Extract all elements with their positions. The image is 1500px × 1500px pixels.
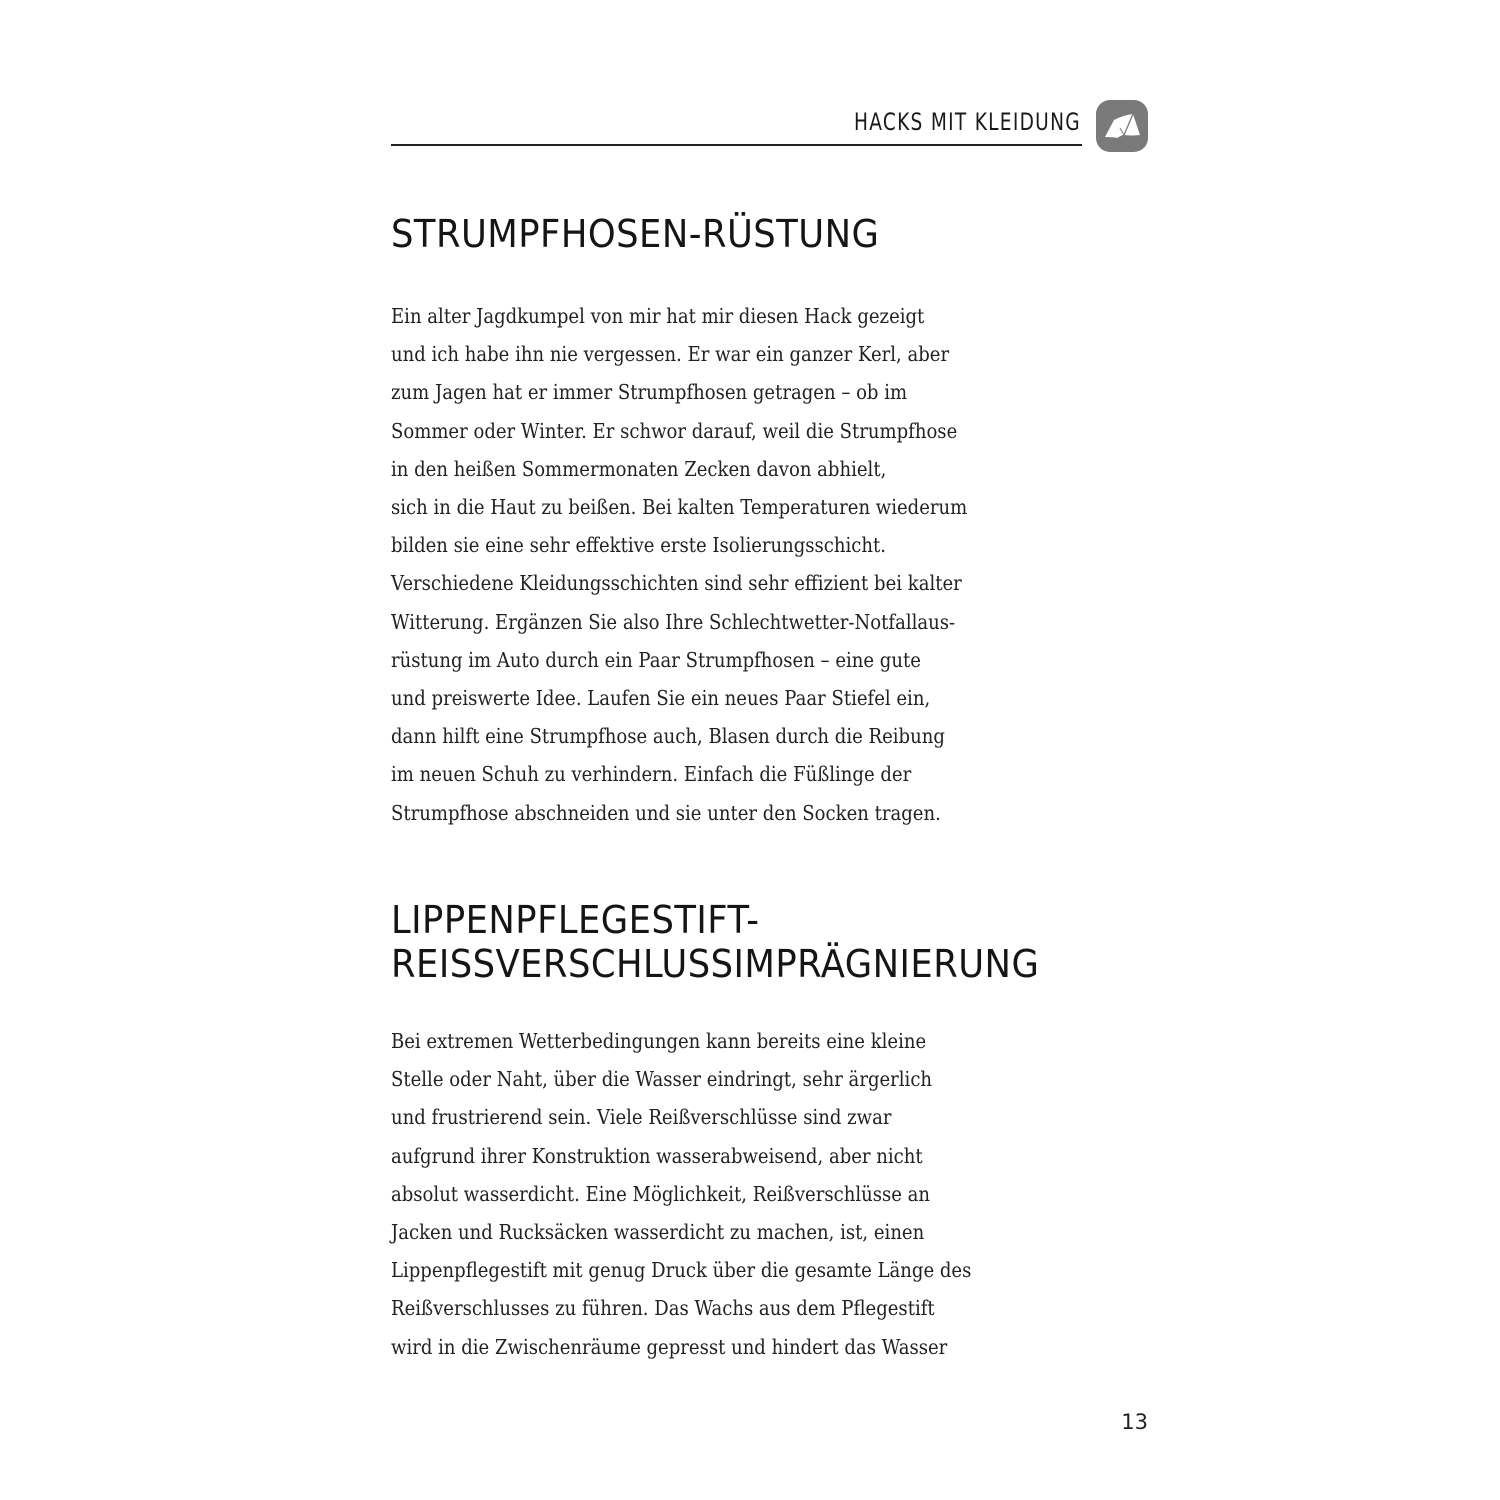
page-header <box>391 100 1148 152</box>
paragraph-line: und ich habe ihn nie vergessen. Er war ein ganzer Kerl, aber <box>391 342 950 367</box>
header-rule <box>391 144 1082 146</box>
paragraph-line: Lippenpflegestift mit genug Druck über die gesamte Länge des <box>391 1258 972 1283</box>
paragraph-line: Ein alter Jagdkumpel von mir hat mir diesen Hack gezeigt <box>391 304 925 328</box>
paragraph-line: sich in die Haut zu beißen. Bei kalten Temperaturen wiederum <box>391 495 968 520</box>
paragraph-line: wird in die Zwischenräume gepresst und hindert das Wasser <box>391 1334 948 1359</box>
tent-icon <box>1096 100 1148 152</box>
paragraph-line: Verschiedene Kleidungsschichten sind sehr effizient bei kalter <box>391 571 962 596</box>
section-title-lippenpflegestift <box>391 898 1039 986</box>
tent-icon-glyph <box>1102 111 1142 141</box>
section-title-line: REISSVERSCHLUSSIMPRÄGNIERUNG <box>391 942 1040 986</box>
paragraph-line: dann hilft eine Strumpfhose auch, Blasen durch die Reibung <box>391 724 945 749</box>
section-title-strumpfhosen <box>391 212 879 256</box>
paragraph-line: und preiswerte Idee. Laufen Sie ein neues Paar Stiefel ein, <box>391 686 931 711</box>
paragraph-line: Stelle oder Naht, über die Wasser eindringt, sehr ärgerlich <box>391 1067 933 1092</box>
running-title: HACKS MIT KLEIDUNG <box>854 108 1081 136</box>
paragraph-line: rüstung im Auto durch ein Paar Strumpfhosen – eine gute <box>391 647 921 672</box>
paragraph-line: Witterung. Ergänzen Sie also Ihre Schlechtwetter-Notfallaus- <box>391 609 956 634</box>
paragraph-line: und frustrierend sein. Viele Reißverschlüsse sind zwar <box>391 1105 892 1130</box>
section-title-line: STRUMPFHOSEN-RÜSTUNG <box>391 212 880 256</box>
paragraph-line: Reißverschlusses zu führen. Das Wachs aus dem Pflegestift <box>391 1296 935 1321</box>
paragraph-line: Jacken und Rucksäcken wasserdicht zu machen, ist, einen <box>391 1220 925 1245</box>
paragraph-line: bilden sie eine sehr effektive erste Isolierungsschicht. <box>391 533 887 558</box>
paragraph-line: in den heißen Sommermonaten Zecken davon abhielt, <box>391 456 887 481</box>
paragraph-line: Bei extremen Wetterbedingungen kann bereits eine kleine <box>391 1029 927 1053</box>
paragraph-line: Sommer oder Winter. Er schwor darauf, weil die Strumpfhose <box>391 418 958 443</box>
section-title-line: LIPPENPFLEGESTIFT- <box>391 898 760 942</box>
paragraph-line: absolut wasserdicht. Eine Möglichkeit, Reißverschlüsse an <box>391 1181 931 1206</box>
paragraph-line: zum Jagen hat er immer Strumpfhosen getragen – ob im <box>391 380 908 405</box>
paragraph-line: Strumpfhose abschneiden und sie unter den Socken tragen. <box>391 800 941 825</box>
paragraph-line: aufgrund ihrer Konstruktion wasserabweisend, aber nicht <box>391 1143 923 1168</box>
paragraph-line: im neuen Schuh zu verhindern. Einfach die Füßlinge der <box>391 762 912 787</box>
page-number: 13 <box>1121 1410 1148 1434</box>
section-paragraph-lippenpflegestift <box>391 1022 1091 1366</box>
section-paragraph-strumpfhosen <box>391 297 1091 832</box>
